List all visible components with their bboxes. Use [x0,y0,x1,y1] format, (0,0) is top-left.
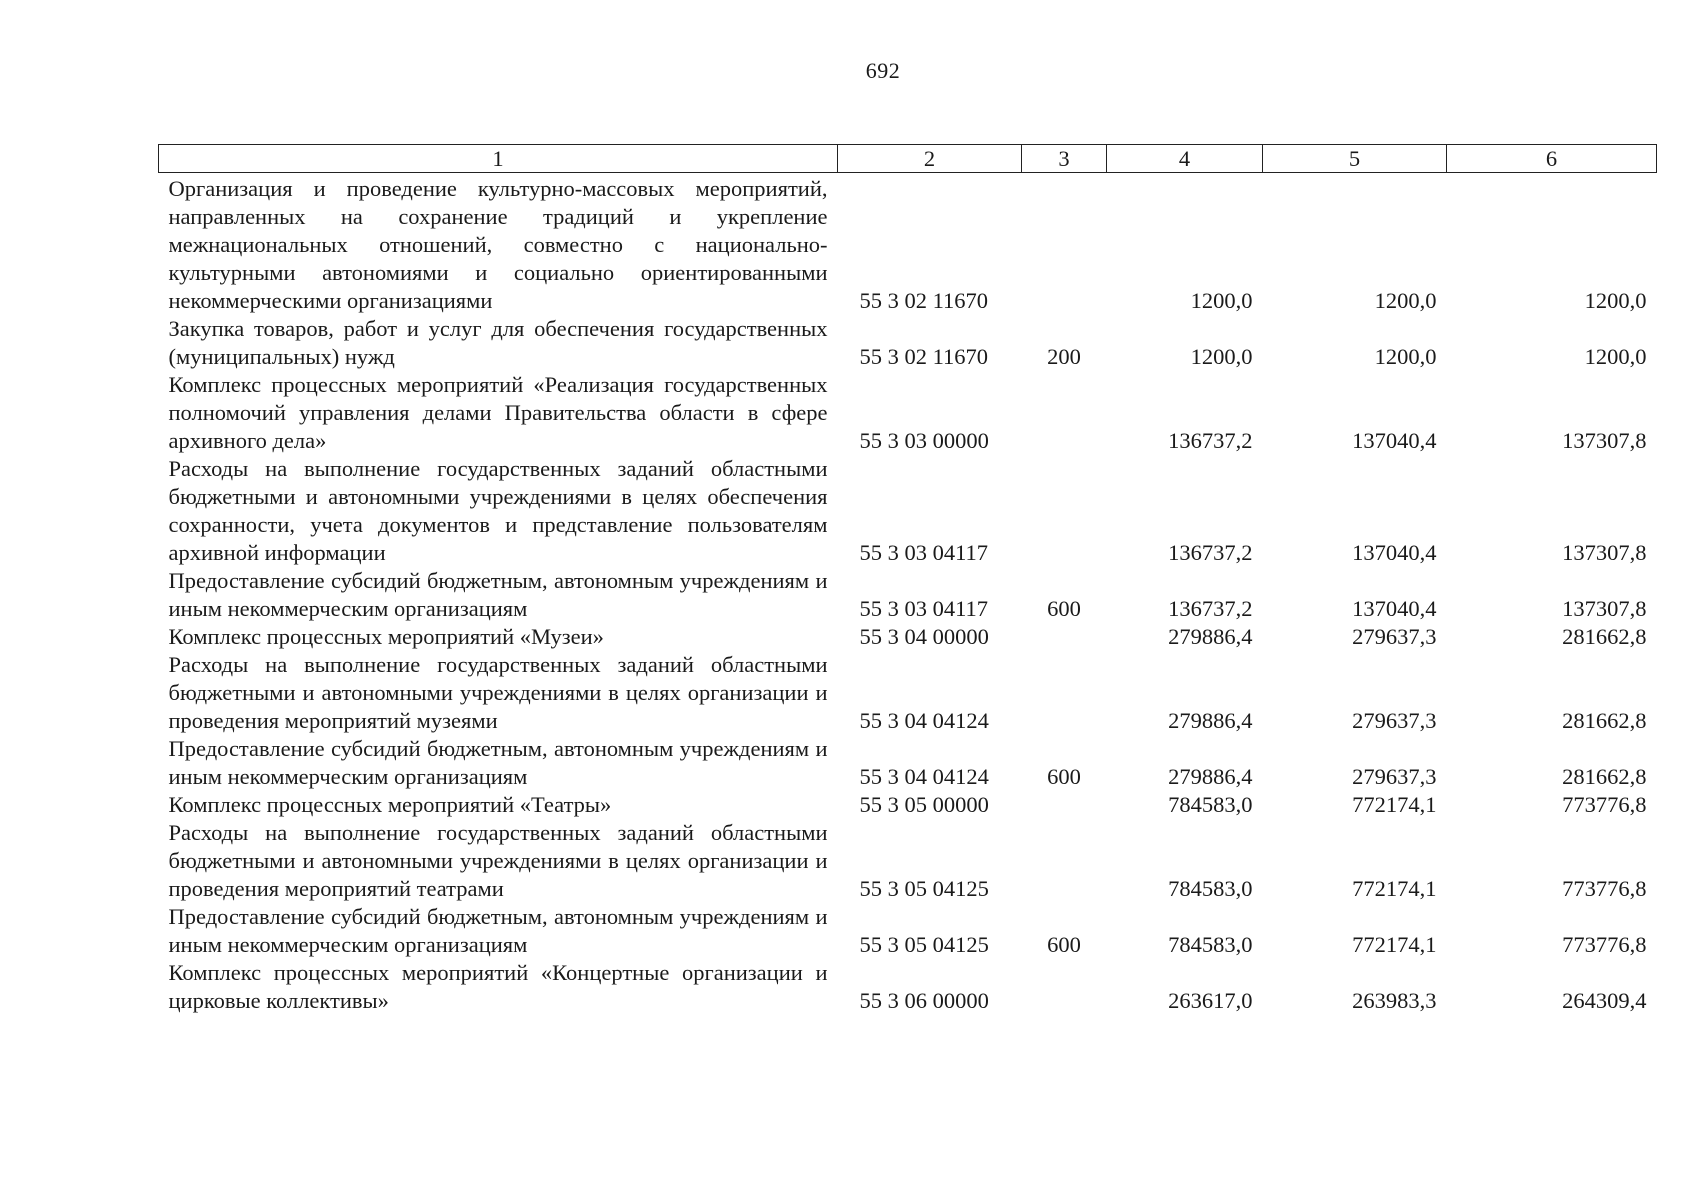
table-row [159,455,1657,567]
table-body [159,173,1657,1016]
row-expense-type [1022,959,1107,1015]
row-expense-type [1022,819,1107,903]
row-expense-type [1022,791,1107,819]
row-value-col5: 279637,3 [1352,764,1437,789]
row-value-col5: 279637,3 [1352,624,1437,649]
table-row [159,735,1657,791]
row-code: 55 3 04 00000 [859,624,989,649]
row-value-col4: 263617,0 [1168,988,1253,1013]
row-value-col6: 137307,8 [1562,596,1647,621]
table-row [159,567,1657,623]
row-name: Предоставление субсидий бюджетным, автономным учреждениям и иным некоммерческим организациям [168,568,828,621]
row-name: Комплекс процессных мероприятий «Концертные организации и цирковые коллективы» [168,960,828,1013]
row-value-col4: 136737,2 [1168,596,1253,621]
row-value-col5: 772174,1 [1352,932,1437,957]
row-value-col6: 281662,8 [1562,624,1647,649]
row-name: Комплекс процессных мероприятий «Музеи» [168,624,604,649]
row-code: 55 3 04 04124 [859,764,989,789]
row-expense-type [1022,173,1107,316]
row-value-col4: 784583,0 [1168,876,1253,901]
row-value-col6: 264309,4 [1562,988,1647,1013]
row-value-col4: 1200,0 [1190,288,1253,313]
row-expense-type: 600 [1047,596,1081,621]
table-row [159,315,1657,371]
table-row [159,819,1657,903]
row-code: 55 3 06 00000 [859,988,989,1013]
table-row [159,959,1657,1015]
row-value-col5: 279637,3 [1352,708,1437,733]
page-number: 692 [865,58,901,83]
row-value-col5: 137040,4 [1352,540,1437,565]
row-value-col5: 137040,4 [1352,428,1437,453]
row-expense-type [1022,455,1107,567]
table-row [159,791,1657,819]
row-expense-type [1022,651,1107,735]
row-name: Предоставление субсидий бюджетным, автономным учреждениям и иным некоммерческим организациям [168,904,828,957]
row-code: 55 3 02 11670 [859,288,989,313]
row-name: Расходы на выполнение государственных заданий областными бюджетными и автономными учреждениями в целях организации и проведения мероприятий музеями [168,652,828,733]
row-name: Закупка товаров, работ и услуг для обеспечения государственных (муниципальных) нужд [168,316,828,369]
row-name: Организация и проведение культурно-массовых мероприятий, направленных на сохранение традиций и укрепление межнациональных отношений, совместно с национально-культурными автономиями и социально ориентированными некоммерческими организациями [168,176,828,313]
row-value-col6: 773776,8 [1562,876,1647,901]
row-expense-type: 200 [1047,344,1081,369]
row-value-col6: 137307,8 [1562,540,1647,565]
row-value-col5: 137040,4 [1352,596,1437,621]
table-row [159,173,1657,316]
row-code: 55 3 03 04117 [859,596,989,621]
table-header [159,145,1657,173]
row-value-col6: 281662,8 [1562,708,1647,733]
row-code: 55 3 03 04117 [859,540,989,565]
row-name: Расходы на выполнение государственных заданий областными бюджетными и автономными учреждениями в целях обеспечения сохранности, учета документов и представление пользователям архивной информации [168,456,828,565]
row-value-col4: 279886,4 [1168,764,1253,789]
row-code: 55 3 03 00000 [859,428,989,453]
table-row [159,651,1657,735]
column-header-5: 5 [1263,145,1447,173]
row-value-col6: 1200,0 [1584,288,1647,313]
row-expense-type: 600 [1047,932,1081,957]
row-value-col5: 772174,1 [1352,792,1437,817]
row-code: 55 3 05 04125 [859,932,989,957]
table-row [159,903,1657,959]
row-value-col5: 263983,3 [1352,988,1437,1013]
row-value-col4: 279886,4 [1168,624,1253,649]
row-value-col6: 281662,8 [1562,764,1647,789]
row-value-col4: 279886,4 [1168,708,1253,733]
row-value-col4: 784583,0 [1168,792,1253,817]
row-value-col4: 136737,2 [1168,540,1253,565]
row-value-col5: 772174,1 [1352,876,1437,901]
row-code: 55 3 05 04125 [859,876,989,901]
row-value-col5: 1200,0 [1374,288,1437,313]
row-name: Предоставление субсидий бюджетным, автономным учреждениям и иным некоммерческим организациям [168,736,828,789]
budget-table [158,144,1657,1015]
column-header-1: 1 [159,145,838,173]
table-row [159,371,1657,455]
row-value-col4: 784583,0 [1168,932,1253,957]
column-header-6: 6 [1447,145,1657,173]
row-code: 55 3 02 11670 [859,344,989,369]
column-header-2: 2 [838,145,1022,173]
column-header-3: 3 [1022,145,1107,173]
row-value-col6: 137307,8 [1562,428,1647,453]
row-expense-type: 600 [1047,764,1081,789]
column-header-4: 4 [1107,145,1263,173]
row-expense-type [1022,371,1107,455]
row-name: Комплекс процессных мероприятий «Реализация государственных полномочий управления делами Правительства области в сфере архивного дела» [168,372,828,453]
row-code: 55 3 05 00000 [859,792,989,817]
row-value-col5: 1200,0 [1374,344,1437,369]
row-code: 55 3 04 04124 [859,708,989,733]
table-header-row [159,145,1657,173]
row-value-col6: 1200,0 [1584,344,1647,369]
table-row [159,623,1657,651]
row-value-col4: 136737,2 [1168,428,1253,453]
row-name: Комплекс процессных мероприятий «Театры» [168,792,612,817]
row-value-col6: 773776,8 [1562,932,1647,957]
row-expense-type [1022,623,1107,651]
row-name: Расходы на выполнение государственных заданий областными бюджетными и автономными учреждениями в целях организации и проведения мероприятий театрами [168,820,828,901]
row-value-col6: 773776,8 [1562,792,1647,817]
row-value-col4: 1200,0 [1190,344,1253,369]
